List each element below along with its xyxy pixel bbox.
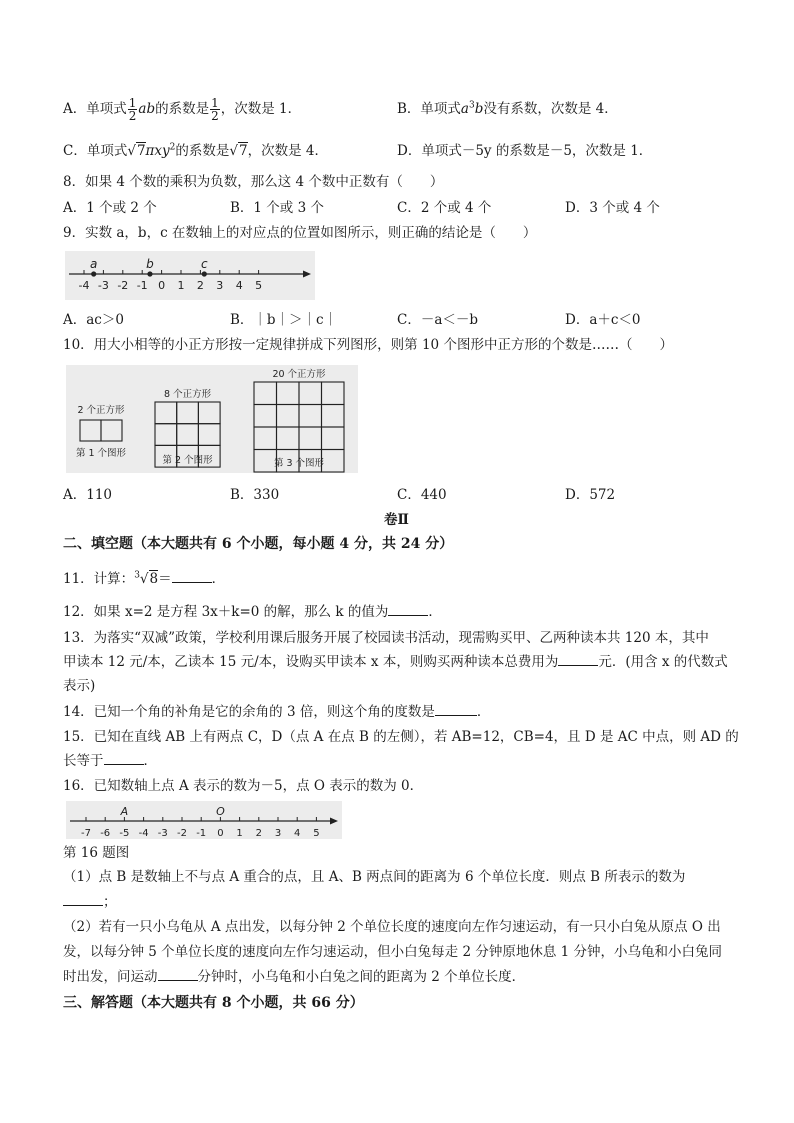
- q9-option-d: D．a＋c＜0: [565, 312, 641, 328]
- q7-a-tail: ，次数是 1．: [220, 101, 302, 117]
- q12-suffix: ．: [428, 604, 442, 620]
- section-3-title: 三、解答题（本大题共有 8 个小题，共 66 分）: [63, 995, 364, 1011]
- q7-c-var: πxy: [145, 143, 170, 159]
- tick-label: 4: [294, 828, 301, 839]
- q13-line3: 表示): [63, 678, 96, 694]
- axis-arrow-icon: [303, 271, 311, 278]
- tick-label: 5: [255, 279, 263, 292]
- q10-stem: 10．用大小相等的小正方形按一定规律拼成下列图形，则第 10 个图形中正方形的个数是……（ ）: [63, 337, 673, 353]
- q9-option-b: B．｜b｜＞｜c｜: [230, 312, 338, 328]
- q11: 11．计算：$^3$√8＝ ．: [63, 570, 226, 587]
- small-square: [322, 382, 345, 405]
- small-square: [299, 405, 322, 428]
- small-square: [177, 402, 199, 424]
- q14-answer-blank[interactable]: [435, 703, 477, 716]
- q8-option-b: B．1 个或 3 个: [230, 200, 324, 216]
- small-square: [277, 382, 300, 405]
- q8-option-c: C．2 个或 4 个: [397, 200, 492, 216]
- q13-line2: [63, 653, 728, 671]
- tick-label: 3: [274, 828, 282, 839]
- tick-label: 2: [255, 828, 262, 839]
- small-square: [101, 420, 122, 441]
- q10-figures-svg: [66, 365, 358, 473]
- q13-line2a: 甲读本 12 元/本，乙读本 15 元/本，设购买甲读本 x 本，则购买两种读本总费用为: [63, 654, 559, 670]
- tick-label: -7: [81, 828, 91, 839]
- q7-a-ans-den: 2: [211, 109, 219, 123]
- point-a: [91, 271, 96, 276]
- q7-option-d: D．单项式－5y 的系数是－5，次数是 1．: [397, 143, 653, 159]
- q7-c-radicand: 7: [136, 143, 146, 159]
- q9-stem: 9．实数 a，b，c 在数轴上的对应点的位置如图所示，则正确的结论是（ ）: [63, 225, 537, 241]
- point-label-A: A: [120, 805, 129, 818]
- figure-caption: 第 1 个图形: [75, 448, 127, 459]
- q7-a-mid: 的系数是: [155, 101, 210, 117]
- axis-arrow-icon: [330, 818, 338, 825]
- tick-label: -3: [157, 828, 168, 839]
- q7-a-coef-fraction: [128, 97, 138, 122]
- q7-option-b: [397, 100, 618, 118]
- tick-label: -1: [136, 279, 148, 292]
- small-square: [322, 450, 345, 473]
- q7-c-label: C．单项式: [63, 143, 128, 159]
- tick-label: 1: [177, 279, 185, 292]
- q7-a-ans-num: 1: [211, 96, 219, 110]
- q9-number-line-figure: [65, 251, 315, 300]
- tick-label: -5: [119, 828, 130, 839]
- q7-c-mid: 的系数是: [175, 143, 230, 159]
- q9-option-c: C．－a＜－b: [397, 312, 479, 328]
- tick-label: 5: [313, 828, 320, 839]
- q16-stem: 16．已知数轴上点 A 表示的数为－5，点 O 表示的数为 0．: [63, 778, 424, 794]
- q12: [63, 603, 442, 621]
- small-square: [198, 402, 220, 424]
- q7-a-coef-den: 2: [128, 109, 137, 123]
- q16-part1-line2: [63, 893, 117, 911]
- q14-suffix: ．: [476, 704, 491, 720]
- q14-text: 14．已知一个角的补角是它的余角的 3 倍，则这个角的度数是: [63, 704, 435, 720]
- q16-part1-answer-blank[interactable]: [63, 893, 103, 906]
- small-square: [254, 427, 277, 450]
- q14: [63, 703, 490, 721]
- q13-line2b: 元．(用含 x 的代数式: [598, 654, 728, 670]
- point-label-O: O: [216, 805, 225, 818]
- figure-count-label: 2 个正方形: [77, 405, 125, 416]
- tick-label: -2: [177, 828, 187, 839]
- q10-option-b: B．330: [230, 487, 280, 503]
- small-square: [254, 405, 277, 428]
- tick-label: -1: [196, 828, 207, 839]
- q12-text: 12．如果 x=2 是方程 3x＋k=0 的解，那么 k 的值为: [63, 604, 389, 620]
- q10-figures: [66, 365, 358, 473]
- tick-label: 1: [236, 828, 243, 839]
- q8-stem: 8．如果 4 个数的乘积为负数，那么这 4 个数中正数有（ ）: [63, 174, 444, 190]
- small-square: [198, 424, 220, 446]
- q11-root-index: 3: [134, 570, 140, 581]
- small-square: [177, 424, 199, 446]
- q10-option-d: D．572: [565, 487, 616, 503]
- q16-part2-line3a: 时出发，问运动: [63, 969, 158, 985]
- q9-option-a: A．ac＞0: [63, 312, 124, 328]
- q15-line2: [63, 752, 157, 770]
- q7-a-var: ab: [138, 101, 156, 117]
- q16-part1-line1: （1）点 B 是数轴上不与点 A 重合的点，且 A、B 两点间的距离为 6 个单位长度．则点 B 所表示的数为: [63, 869, 686, 885]
- q7-option-a: [63, 96, 301, 122]
- q15-answer-blank[interactable]: [104, 752, 144, 765]
- figure-count-label: 20 个正方形: [272, 369, 326, 380]
- q16-part2-line3: [63, 968, 525, 986]
- q10-option-c: C．440: [397, 487, 447, 503]
- tick-label: 3: [216, 279, 224, 292]
- q15-suffix: ．: [143, 753, 157, 769]
- small-square: [155, 424, 177, 446]
- small-square: [277, 405, 300, 428]
- q7-a-coef-num: 1: [128, 96, 137, 110]
- q11-radicand: 8: [149, 571, 159, 587]
- tick-label: 2: [196, 279, 204, 292]
- tick-label: -4: [78, 279, 90, 292]
- point-label-b: b: [146, 257, 154, 271]
- q16-part1-suffix: ；: [103, 894, 117, 910]
- point-c: [202, 271, 207, 276]
- small-square: [254, 382, 277, 405]
- point-label-a: a: [90, 257, 98, 271]
- figure-count-label: 8 个正方形: [164, 389, 212, 400]
- q8-option-d: D．3 个或 4 个: [565, 200, 660, 216]
- q16-part2-line3b: 分钟时，小乌龟和小白兔之间的距离为 2 个单位长度．: [197, 969, 526, 985]
- tick-label: 4: [235, 279, 243, 292]
- q7-b-label: B．单项式: [397, 101, 461, 117]
- q13-answer-blank[interactable]: [558, 653, 598, 666]
- q16-figure-caption: 第 16 题图: [63, 845, 130, 861]
- q7-option-c: C．单项式√7πxy$^2$的系数是√7，次数是 4．: [63, 142, 328, 159]
- q13-line1: 13．为落实“双减”政策，学校利用课后服务开展了校园读书活动，现需购买甲、乙两种读本共 120 本，其中: [63, 630, 709, 646]
- q7-b-var2: b: [474, 101, 484, 117]
- q7-b-exp: 3: [468, 100, 475, 111]
- tick-label: -6: [100, 828, 111, 839]
- section-2-title: 二、填空题（本大题共有 6 个小题，每小题 4 分，共 24 分）: [63, 536, 454, 552]
- q7-c-exp: 2: [169, 142, 176, 153]
- figure-caption: 第 3 个图形: [273, 458, 325, 469]
- q10-option-a: A．110: [63, 487, 113, 503]
- q12-answer-blank[interactable]: [388, 603, 428, 616]
- tick-label: 0: [158, 279, 166, 292]
- q7-a-label: A．单项式: [63, 101, 127, 117]
- tick-label: -4: [138, 828, 149, 839]
- q9-number-line-svg: [65, 251, 315, 300]
- q11-suffix: ．: [211, 571, 226, 587]
- q8-option-a: A．1 个或 2 个: [63, 200, 157, 216]
- small-square: [277, 427, 300, 450]
- q16-number-line-figure: [66, 801, 342, 839]
- small-square: [80, 420, 101, 441]
- tick-label: -2: [117, 279, 129, 292]
- q16-part2-answer-blank[interactable]: [158, 968, 198, 981]
- tick-label: -3: [97, 279, 109, 292]
- q7-b-var: a: [460, 101, 469, 117]
- volume-2-heading: 卷Ⅱ: [384, 512, 409, 528]
- figure-caption: 第 2 个图形: [162, 455, 213, 466]
- tick-label: 0: [217, 828, 224, 839]
- q7-c-tail: ，次数是 4．: [247, 143, 328, 159]
- q15-line1: 15．已知在直线 AB 上有两点 C，D（点 A 在点 B 的左侧），若 AB=12，CB=4，且 D 是 AC 中点，则 AD 的: [63, 729, 739, 745]
- small-square: [299, 427, 322, 450]
- small-square: [322, 405, 345, 428]
- q7-a-ans-fraction: [210, 97, 220, 122]
- small-square: [299, 382, 322, 405]
- small-square: [322, 427, 345, 450]
- q16-part2-line2: 发，以每分钟 5 个单位长度的速度向左作匀速运动，但小白兔每走 2 分钟原地休息 1 分钟，小乌龟和小白兔同: [63, 944, 723, 960]
- q11-prefix: 11．计算：: [63, 571, 135, 587]
- point-label-c: c: [200, 257, 208, 271]
- q7-b-tail: 没有系数，次数是 4．: [483, 101, 618, 117]
- point-b: [147, 271, 152, 276]
- q11-answer-blank[interactable]: [172, 570, 212, 583]
- q16-number-line-svg: [66, 801, 342, 839]
- q16-part2-line1: （2）若有一只小乌龟从 A 点出发，以每分钟 2 个单位长度的速度向左作匀速运动，有一只小白兔从原点 O 出: [63, 919, 721, 935]
- small-square: [155, 402, 177, 424]
- q15-line2-text: 长等于: [63, 753, 104, 769]
- q7-c-ans-radicand: 7: [239, 143, 248, 159]
